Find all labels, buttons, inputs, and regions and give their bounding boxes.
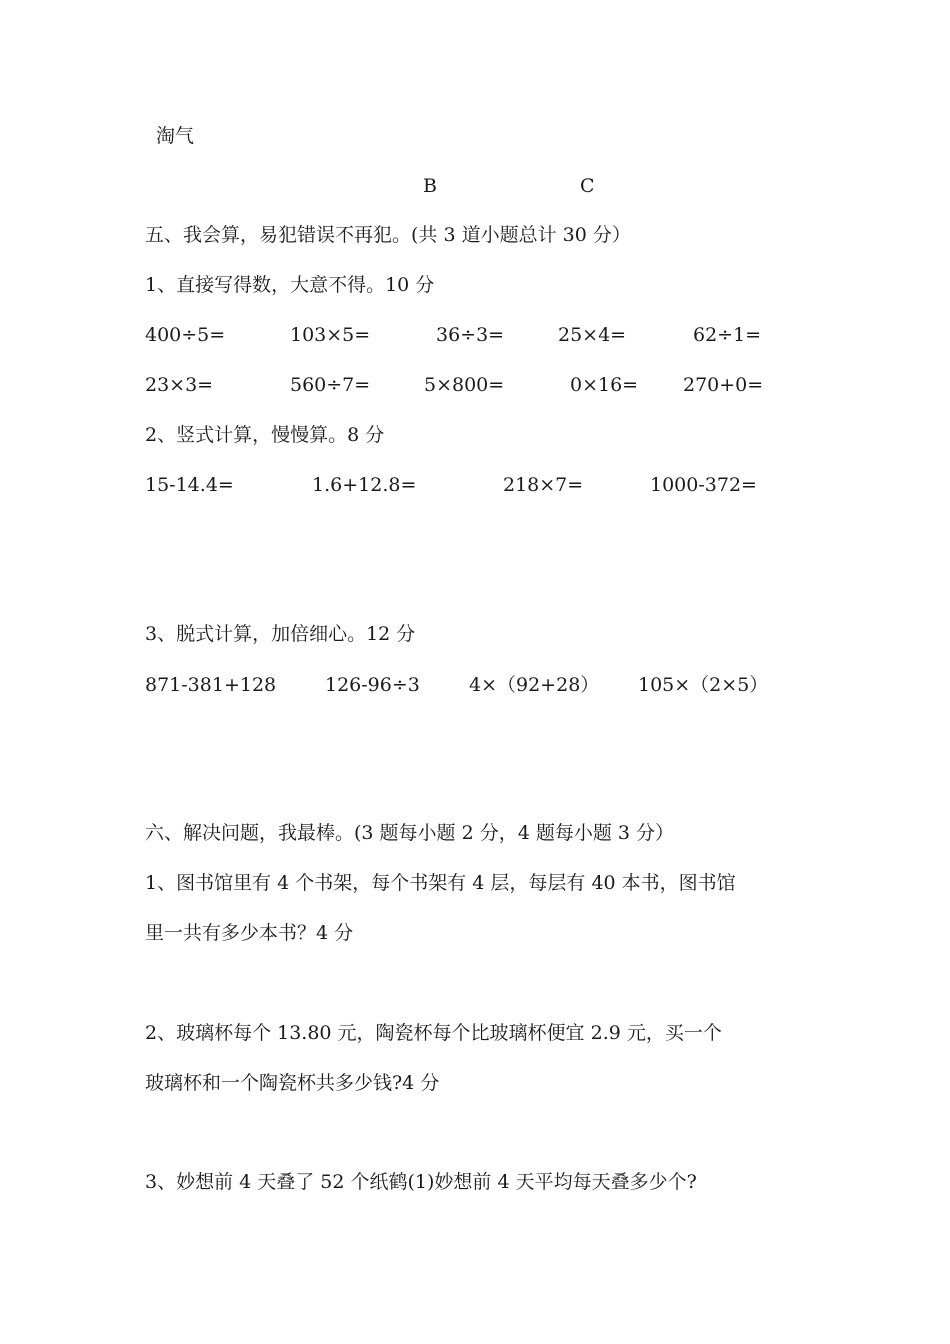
q1-expression: 270+0= (683, 374, 764, 396)
section-6-heading: 六、解决问题，我最棒。(3 题每小题 2 分，4 题每小题 3 分） (145, 822, 675, 844)
q2-title: 2、竖式计算，慢慢算。8 分 (145, 424, 385, 446)
q1-title: 1、直接写得数，大意不得。10 分 (145, 274, 435, 296)
q3-expression: 4×（92+28） (469, 674, 600, 696)
q1-expression: 25×4= (558, 324, 627, 346)
q1-expression: 560÷7= (290, 374, 371, 396)
problem-3-line-1: 3、妙想前 4 天叠了 52 个纸鹤(1)妙想前 4 天平均每天叠多少个? (145, 1171, 697, 1193)
q1-expression: 103×5= (290, 324, 371, 346)
q3-title: 3、脱式计算，加倍细心。12 分 (145, 623, 416, 645)
option-b-label: B (423, 175, 437, 197)
q1-expression: 5×800= (424, 374, 505, 396)
q1-expression: 23×3= (145, 374, 214, 396)
q3-expression: 126-96÷3 (325, 674, 420, 696)
q1-expression: 0×16= (570, 374, 639, 396)
q3-expression: 105×（2×5） (638, 674, 769, 696)
q1-expression: 62÷1= (693, 324, 762, 346)
section-5-heading: 五、我会算，易犯错误不再犯。(共 3 道小题总计 30 分） (145, 224, 631, 246)
q1-expression: 36÷3= (436, 324, 505, 346)
q1-expression: 400÷5= (145, 324, 226, 346)
q2-expression: 1000-372= (650, 474, 757, 496)
problem-1-line-2: 里一共有多少本书？4 分 (145, 922, 354, 944)
problem-1-line-1: 1、图书馆里有 4 个书架，每个书架有 4 层，每层有 40 本书，图书馆 (145, 872, 736, 894)
q2-expression: 218×7= (503, 474, 584, 496)
q2-expression: 15-14.4= (145, 474, 234, 496)
problem-2-line-1: 2、玻璃杯每个 13.80 元，陶瓷杯每个比玻璃杯便宜 2.9 元，买一个 (145, 1022, 722, 1044)
q3-expression: 871-381+128 (145, 674, 277, 696)
top-word: 淘气 (156, 125, 195, 147)
q2-expression: 1.6+12.8= (312, 474, 417, 496)
problem-2-line-2: 玻璃杯和一个陶瓷杯共多少钱?4 分 (145, 1072, 440, 1094)
option-c-label: C (580, 175, 595, 197)
